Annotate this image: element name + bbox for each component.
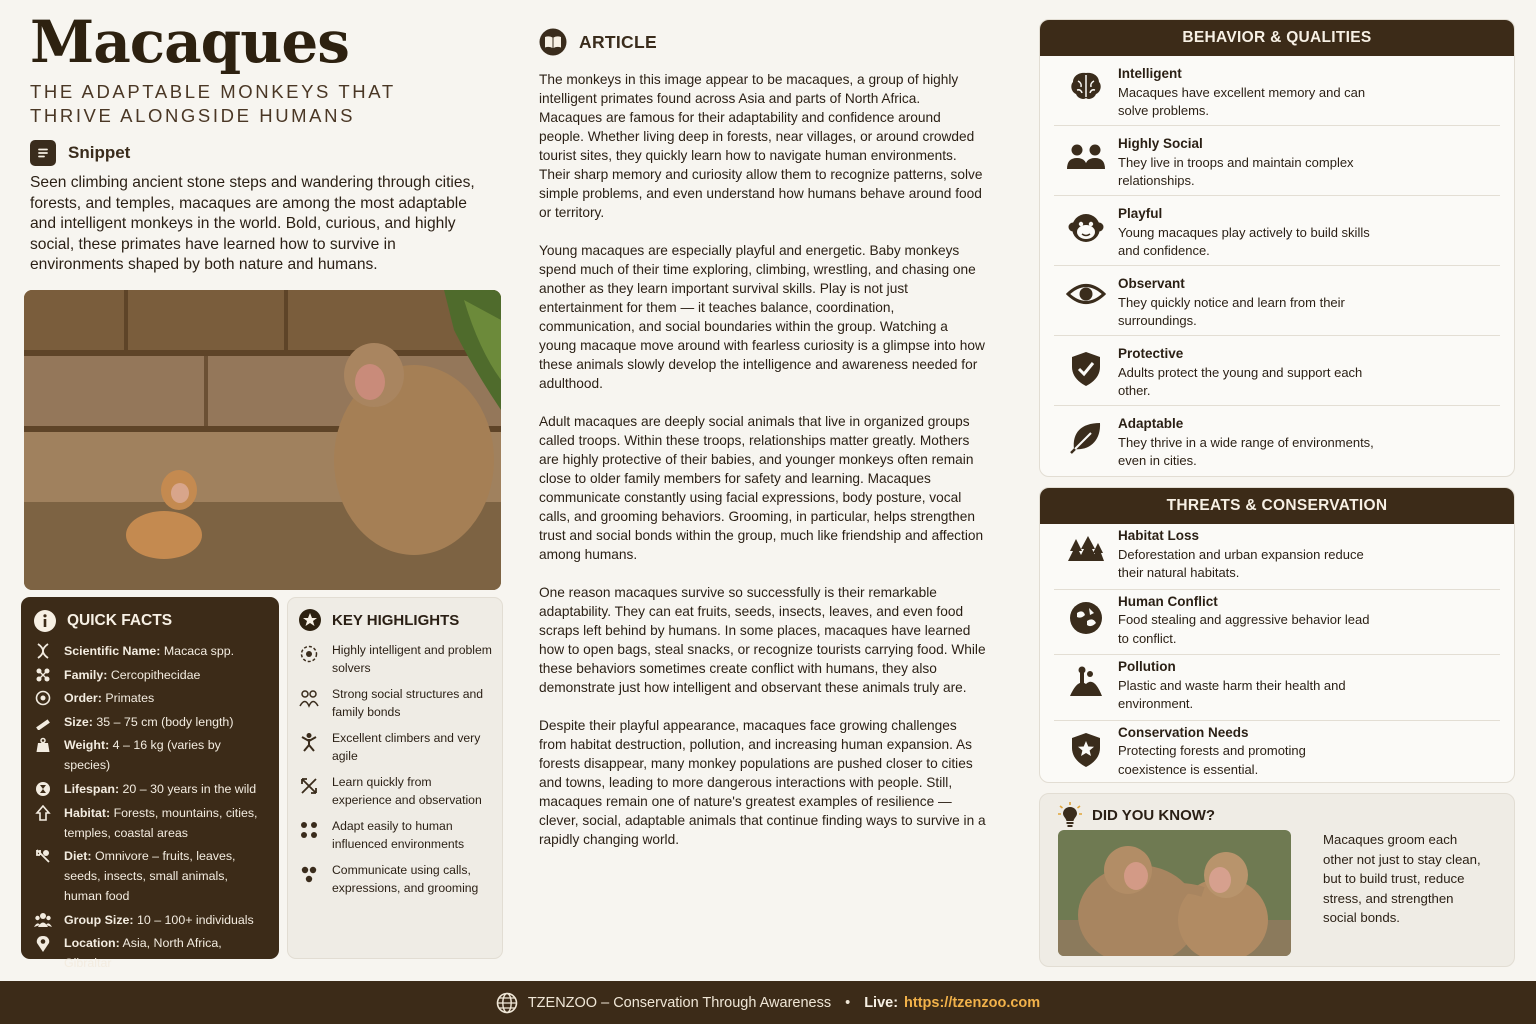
- highlight-item: Highly intelligent and problem solvers: [298, 642, 492, 677]
- brain-icon: [1054, 65, 1118, 101]
- grooming-monkeys-photo: [1058, 830, 1291, 956]
- pollution-icon: [1054, 658, 1118, 698]
- footer-brand: TZENZOO – Conservation Through Awareness: [527, 994, 832, 1011]
- monkey-face-icon: [1054, 205, 1118, 245]
- fact-scientific-name: Scientific Name: Macaca spp.: [33, 641, 267, 661]
- behavior-item-social: Highly Social They live in troops and maintain complex relationships.: [1054, 126, 1500, 196]
- behavior-item-protective: Protective Adults protect the young and support each other.: [1054, 336, 1500, 406]
- habitat-icon: [33, 803, 52, 843]
- fact-family: Family: Cercopithecidae: [33, 665, 267, 685]
- climber-icon: [298, 730, 320, 765]
- threats-panel: [1039, 487, 1515, 783]
- quick-facts-panel: [21, 597, 279, 971]
- diet-icon: [33, 846, 52, 906]
- star-badge-icon: [298, 608, 322, 632]
- fact-size: Size: 35 – 75 cm (body length): [33, 712, 267, 732]
- page-title: Macaques: [30, 8, 349, 76]
- footer: [0, 981, 1536, 1024]
- did-you-know-panel: [1039, 793, 1515, 967]
- threat-item-habitat-loss: Habitat Loss Deforestation and urban expansion reduce their natural habitats.: [1054, 524, 1500, 590]
- info-icon: [33, 609, 57, 633]
- people-icon: [1054, 135, 1118, 171]
- eye-icon: [1054, 275, 1118, 307]
- threat-item-pollution: Pollution Plastic and waste harm their health and environment.: [1054, 655, 1500, 721]
- conflict-icon: [1054, 593, 1118, 635]
- snippet-header: [30, 140, 504, 166]
- group-icon: [33, 910, 52, 930]
- family-icon: [298, 686, 320, 721]
- fact-diet: Diet: Omnivore – fruits, leaves, seeds, insects, small animals, human food: [33, 846, 267, 906]
- article-header: [539, 28, 987, 56]
- left-column: [22, 8, 504, 590]
- behavior-panel: [1039, 19, 1515, 477]
- page-subtitle: THE ADAPTABLE MONKEYS THAT THRIVE ALONGSIDE HUMANS: [30, 81, 396, 126]
- brain-gear-icon: [298, 642, 320, 677]
- leaf-icon: [1054, 415, 1118, 455]
- shield-check-icon: [1054, 345, 1118, 387]
- fact-habitat: Habitat: Forests, mountains, cities, temples, coastal areas: [33, 803, 267, 843]
- snippet-label: Snippet: [68, 143, 131, 162]
- family-tree-icon: [33, 665, 52, 685]
- article-paragraph: Adult macaques are deeply social animals that live in organized groups called troops. Within these troops, relationships matter greatly. Mothers are highly protective of their babies, and younger monkeys often remain close to older family members for safety and learning. Macaques communicate constantly using facial expressions, body posture, vocal calls, and grooming behaviors. Grooming, in particular, helps strengthen trust and social bonds within the group, much like friendship and affection among humans.: [539, 414, 984, 562]
- highlight-item: Adapt easily to human influenced environments: [298, 818, 492, 853]
- adapt-icon: [298, 818, 320, 853]
- key-highlights-panel: [287, 597, 503, 959]
- weight-icon: [33, 735, 52, 775]
- threat-item-human-conflict: Human Conflict Food stealing and aggressive behavior lead to conflict.: [1054, 590, 1500, 656]
- communicate-icon: [298, 862, 320, 897]
- threat-item-conservation-needs: Conservation Needs Protecting forests and promoting coexistence is essential.: [1054, 721, 1500, 784]
- document-icon: [30, 140, 56, 166]
- arrows-icon: [298, 774, 320, 809]
- highlight-item: Learn quickly from experience and observation: [298, 774, 492, 809]
- article-paragraph: The monkeys in this image appear to be macaques, a group of highly intelligent primates found across Asia and parts of North Africa. Macaques are famous for their adaptability and confidence around people. Whether living deep in forests, near villages, or around crowded tourist sites, they quickly learn how to navigate human environments. Their sharp memory and curiosity allow them to recognize patterns, solve simple problems, and even understand how humans behave around food or territory.: [539, 72, 983, 220]
- snippet-text: Seen climbing ancient stone steps and wandering through cities, forests, and temples, macaques are among the most adaptable and intelligent monkeys in the world. Bold, curious, and highly social, these primates have learned how to survive in environments shaped by both nature and humans.: [30, 174, 475, 273]
- threats-title: THREATS & CONSERVATION: [1040, 488, 1514, 524]
- behavior-title: BEHAVIOR & QUALITIES: [1040, 20, 1514, 56]
- highlight-item: Communicate using calls, expressions, and grooming: [298, 862, 492, 897]
- order-icon: [33, 688, 52, 708]
- key-highlights-header: [298, 608, 492, 632]
- fact-group-size: Group Size: 10 – 100+ individuals: [33, 910, 267, 930]
- footer-separator: •: [845, 994, 851, 1011]
- highlight-item: Excellent climbers and very agile: [298, 730, 492, 765]
- location-pin-icon: [33, 933, 52, 973]
- highlight-item: Strong social structures and family bonds: [298, 686, 492, 721]
- footer-live-label: Live:: [864, 994, 899, 1011]
- behavior-item-playful: Playful Young macaques play actively to build skills and confidence.: [1054, 196, 1500, 266]
- fact-location: Location: Asia, North Africa, Gibraltar: [33, 933, 267, 973]
- hourglass-icon: [33, 779, 52, 799]
- quick-facts-title: QUICK FACTS: [67, 612, 173, 629]
- did-you-know-title: DID YOU KNOW?: [1092, 806, 1216, 824]
- behavior-item-observant: Observant They quickly notice and learn from their surroundings.: [1054, 266, 1500, 336]
- did-you-know-header: [1058, 802, 1215, 828]
- article-paragraph: Despite their playful appearance, macaques face growing challenges from habitat destruction, pollution, and increasing human expansion. As forests disappear, many monkey populations are pushed closer to cities and towns, leading to more dangerous interactions with people. Still, macaques remain one of nature's greatest examples of resilience — clever, social, adaptable animals that continue finding ways to survive in a rapidly changing world.: [539, 718, 986, 847]
- fact-order: Order: Primates: [33, 688, 267, 708]
- article-title: ARTICLE: [579, 31, 657, 52]
- open-book-icon: [539, 28, 567, 56]
- article-column: [539, 28, 987, 868]
- trees-icon: [1054, 527, 1118, 565]
- shield-star-icon: [1054, 724, 1118, 768]
- footer-url-link[interactable]: https://tzenzoo.com: [904, 994, 1041, 1011]
- quick-facts-header: [33, 609, 267, 633]
- macaque-photo: [24, 290, 501, 590]
- article-paragraph: One reason macaques survive so successfully is their remarkable adaptability. They can eat fruits, seeds, insects, leaves, and even food scraps left behind by humans. In some places, macaques have learned how to open bags, steal snacks, or recognize tourists carrying food. While these behaviors sometimes create conflict with humans, they also demonstrate just how intelligent and observant these animals truly are.: [539, 585, 986, 695]
- behavior-item-adaptable: Adaptable They thrive in a wide range of environments, even in cities.: [1054, 406, 1500, 476]
- lightbulb-icon: [1058, 802, 1082, 828]
- did-you-know-text: Macaques groom each other not just to stay clean, but to build trust, reduce stress, and strengthen social bonds.: [1323, 832, 1481, 925]
- globe-icon: [496, 992, 518, 1014]
- ruler-icon: [33, 712, 52, 732]
- article-paragraph: Young macaques are especially playful and energetic. Baby monkeys spend much of their time exploring, climbing, wrestling, and chasing one another as they learn important survival skills. Play is not just entertainment for them — it teaches balance, coordination, communication, and social boundaries within the group. Watching a young macaque move around with fearless curiosity is a glimpse into how these animals slowly develop the intelligence and awareness needed for adulthood.: [539, 243, 985, 391]
- fact-lifespan: Lifespan: 20 – 30 years in the wild: [33, 779, 267, 799]
- fact-weight: Weight: 4 – 16 kg (varies by species): [33, 735, 267, 775]
- dna-icon: [33, 641, 52, 661]
- behavior-item-intelligent: Intelligent Macaques have excellent memory and can solve problems.: [1054, 56, 1500, 126]
- key-highlights-title: KEY HIGHLIGHTS: [332, 611, 460, 629]
